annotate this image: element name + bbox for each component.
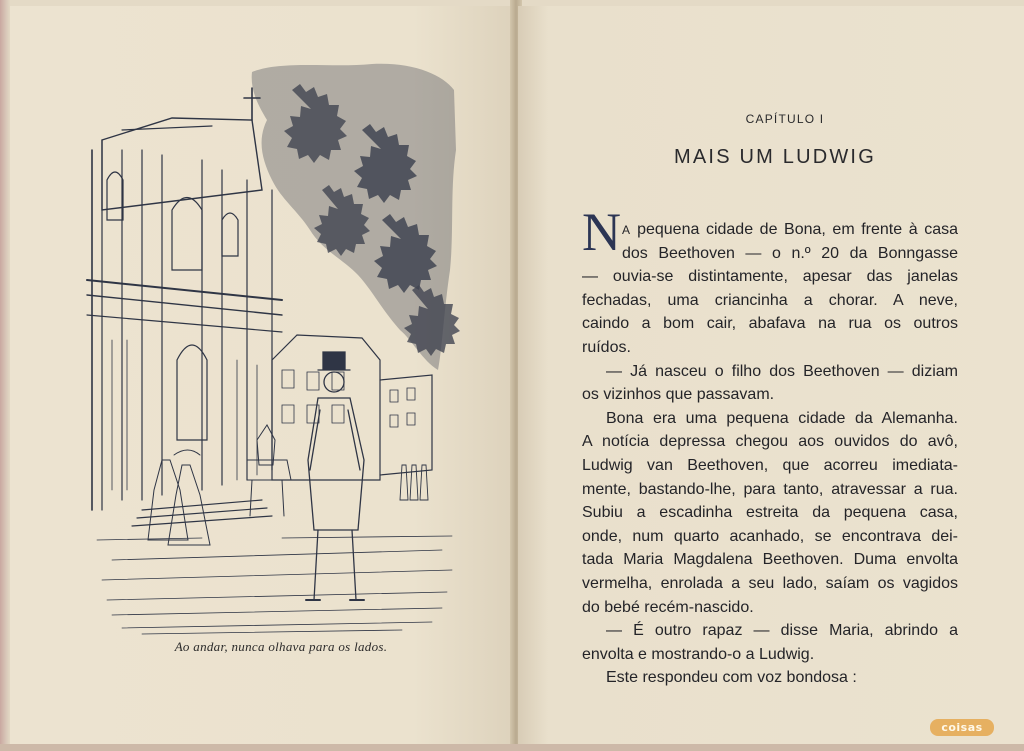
page-bottom-edge (0, 744, 1024, 751)
text-line (582, 218, 958, 242)
text-line: mente, bastando-lhe, para tanto, atravessar a rua. (582, 480, 958, 498)
first-line-smallcaps: A (622, 223, 631, 237)
chapter-title: MAIS UM LUDWIG (674, 146, 876, 168)
ladies-figures (148, 450, 210, 545)
chapter-label: CAPÍTULO I (745, 112, 825, 126)
gentleman-figure (306, 352, 364, 600)
text-line: A notícia depressa chegou aos ouvidos do avô, (582, 433, 958, 451)
text-line: onde, num quarto acanhado, se encontrava dei- (582, 527, 958, 545)
text-line: ruídos. (582, 338, 631, 356)
text-line: fechadas, uma criancinha a chorar. A neve, (582, 291, 958, 309)
tree-foliage (252, 64, 460, 370)
text-line: caindo a bom cair, abafava na rua os outros (582, 315, 958, 333)
text-line: — ouvia-se distintamente, apesar das janelas (582, 268, 958, 286)
engraving-illustration (82, 60, 462, 638)
text-line: Bona era uma pequena cidade da Alemanha. (606, 409, 958, 427)
book-edge (0, 0, 10, 751)
first-line-text: pequena cidade de Bona, em frente à casa (630, 221, 958, 238)
text-line: envolta e mostrando-o a Ludwig. (582, 645, 815, 663)
text-line: — Já nasceu o filho dos Beethoven — diziam (606, 362, 958, 380)
text-line: do bebé recém-nascido. (582, 598, 754, 616)
text-line: tada Maria Magdalena Beethoven. Duma envolta (582, 551, 958, 569)
text-line: Subiu a escadinha estreita da pequena casa, (582, 504, 958, 522)
text-line: — É outro rapaz — disse Maria, abrindo a (606, 622, 958, 640)
text-line: Este respondeu com voz bondosa : (606, 669, 857, 687)
drop-cap: N (582, 202, 621, 262)
ground-hatching (97, 536, 452, 634)
site-watermark-logo: coisas (930, 719, 994, 736)
text-line: Ludwig van Beethoven, que acorreu imediata- (582, 456, 958, 474)
text-line: os vizinhos que passavam. (582, 386, 775, 404)
chapter-body-text (582, 218, 958, 690)
illustration-caption: Ao andar, nunca olhava para os lados. (174, 639, 388, 654)
horse-rider (247, 425, 291, 516)
text-line: dos Beethoven — o n.º 20 da Bonngasse (622, 244, 958, 262)
text-line: vermelha, enrolada a seu lado, saíam os vagidos (582, 574, 958, 592)
